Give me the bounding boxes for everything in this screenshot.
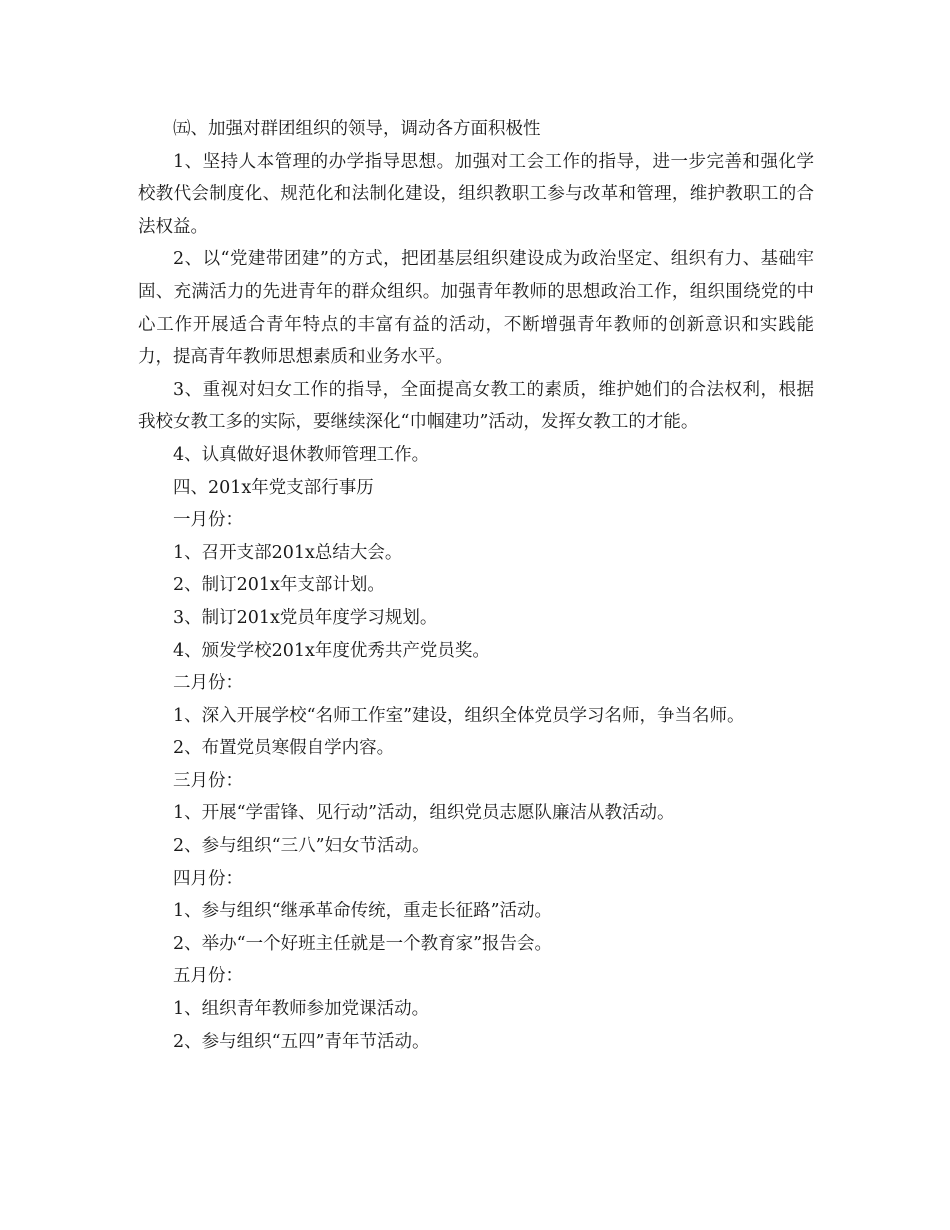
list-item: 2、制订201x年支部计划。 bbox=[173, 575, 385, 596]
list-item: 2、举办“一个好班主任就是一个教育家”报告会。 bbox=[173, 933, 553, 954]
month-heading: 四月份： bbox=[173, 868, 243, 889]
list-item: 1、组织青年教师参加党课活动。 bbox=[173, 999, 430, 1020]
list-item: 4、颁发学校201x年度优秀共产党员奖。 bbox=[173, 640, 490, 661]
list-item: 2、参与组织“三八”妇女节活动。 bbox=[173, 836, 430, 857]
list-item: 1、开展“学雷锋、见行动”活动，组织党员志愿队廉洁从教活动。 bbox=[173, 803, 675, 824]
section-heading: ㈤、加强对群团组织的领导，调动各方面积极性 bbox=[173, 119, 541, 139]
list-item: 1、召开支部201x总结大会。 bbox=[173, 542, 403, 563]
month-heading: 二月份： bbox=[173, 673, 243, 694]
month-heading: 五月份： bbox=[173, 966, 243, 987]
month-heading: 三月份： bbox=[173, 770, 243, 791]
list-item: 2、参与组织“五四”青年节活动。 bbox=[173, 1031, 430, 1052]
list-item: 2、布置党员寒假自学内容。 bbox=[173, 738, 395, 759]
paragraph: 3、重视对妇女工作的指导，全面提高女教工的素质，维护她们的合法权利，根据我校女教工多的实际，要继续深化“巾帼建功”活动，发挥女教工的才能。 bbox=[138, 379, 814, 433]
list-item: 1、深入开展学校“名师工作室”建设，组织全体党员学习名师，争当名师。 bbox=[173, 705, 745, 726]
list-item: 3、制订201x党员年度学习规划。 bbox=[173, 607, 438, 628]
section-heading: 四、201x年党支部行事历 bbox=[173, 477, 374, 498]
paragraph: 1、坚持人本管理的办学指导思想。加强对工会工作的指导，进一步完善和强化学校教代会制度化、规范化和法制化建设，组织教职工参与改革和管理，维护教职工的合法权益。 bbox=[138, 151, 814, 237]
paragraph: 2、以“党建带团建”的方式，把团基层组织建设成为政治坚定、组织有力、基础牢固、充满活力的先进青年的群众组织。加强青年教师的思想政治工作，组织围绕党的中心工作开展适合青年特点的丰富有益的活动，不断增强青年教师的创新意识和实践能力，提高青年教师思想素质和业务水平。 bbox=[138, 249, 814, 368]
document-body bbox=[138, 113, 814, 1058]
list-item: 1、参与组织“继承革命传统，重走长征路”活动。 bbox=[173, 901, 553, 922]
paragraph: 4、认真做好退休教师管理工作。 bbox=[173, 444, 430, 465]
month-heading: 一月份： bbox=[173, 510, 243, 531]
